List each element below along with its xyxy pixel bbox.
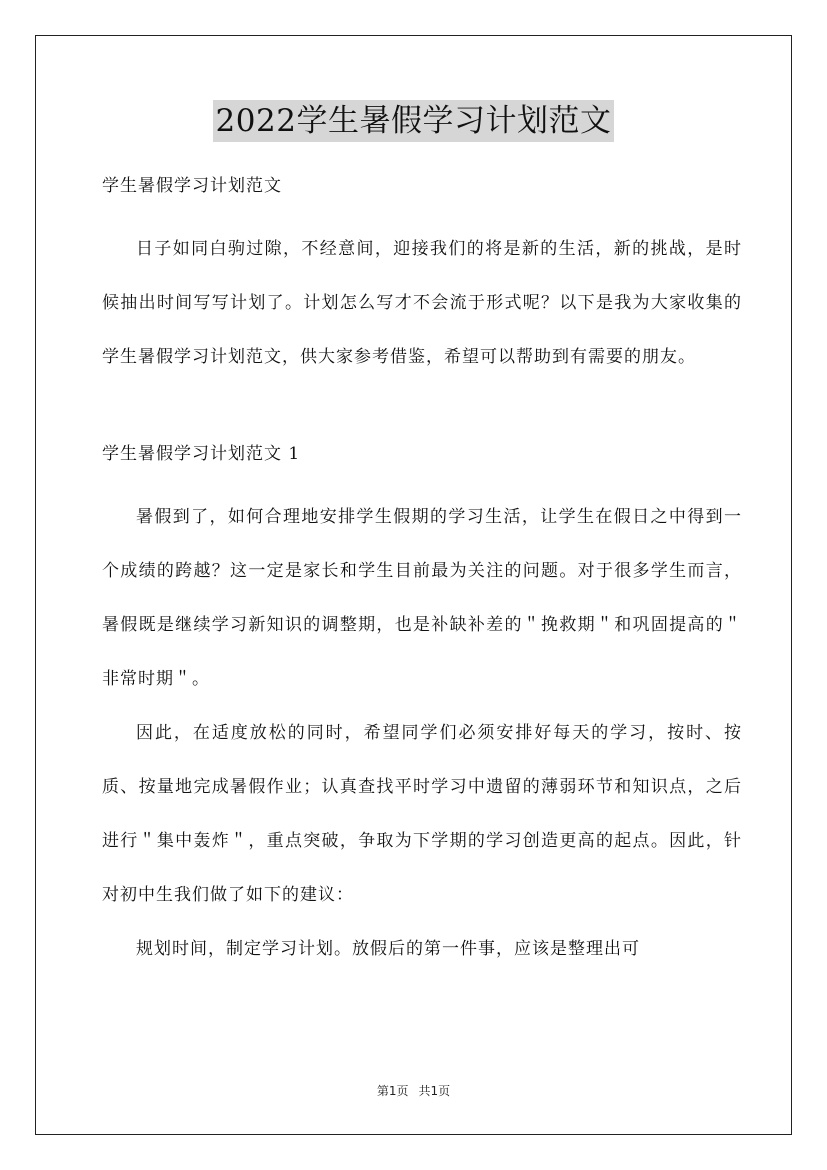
spacer (102, 384, 742, 440)
page-number: 第1页 (376, 1084, 409, 1098)
document-title: 2022学生暑假学习计划范文 (213, 100, 615, 142)
document-body (102, 172, 742, 976)
section1-paragraph-2: 因此，在适度放松的同时，希望同学们必须安排好每天的学习，按时、按质、按量地完成暑假作业；认真查找平时学习中遗留的薄弱环节和知识点，之后进行＂集中轰炸＂，重点突破，争取为下学期的学习创造更高的起点。因此，针对初中生我们做了如下的建议： (102, 723, 742, 905)
page-total: 共1页 (418, 1084, 451, 1098)
section1-heading: 学生暑假学习计划范文 1 (102, 444, 301, 464)
spacer (102, 468, 742, 490)
intro-paragraph: 日子如同白驹过隙，不经意间，迎接我们的将是新的生活，新的挑战，是时候抽出时间写写计划了。计划怎么写才不会流于形式呢？以下是我为大家收集的学生暑假学习计划范文，供大家参考借鉴，希望可以帮助到有需要的朋友。 (102, 239, 742, 367)
page-footer (0, 1083, 827, 1099)
section1-paragraph-3: 规划时间，制定学习计划。放假后的第一件事，应该是整理出可 (136, 939, 640, 959)
spacer (102, 200, 742, 222)
title-container (0, 100, 827, 142)
intro-heading: 学生暑假学习计划范文 (102, 176, 282, 196)
section1-paragraph-1: 暑假到了，如何合理地安排学生假期的学习生活，让学生在假日之中得到一个成绩的跨越？这一定是家长和学生目前最为关注的问题。对于很多学生而言，暑假既是继续学习新知识的调整期，也是补缺补差的＂挽救期＂和巩固提高的＂非常时期＂。 (102, 507, 742, 689)
